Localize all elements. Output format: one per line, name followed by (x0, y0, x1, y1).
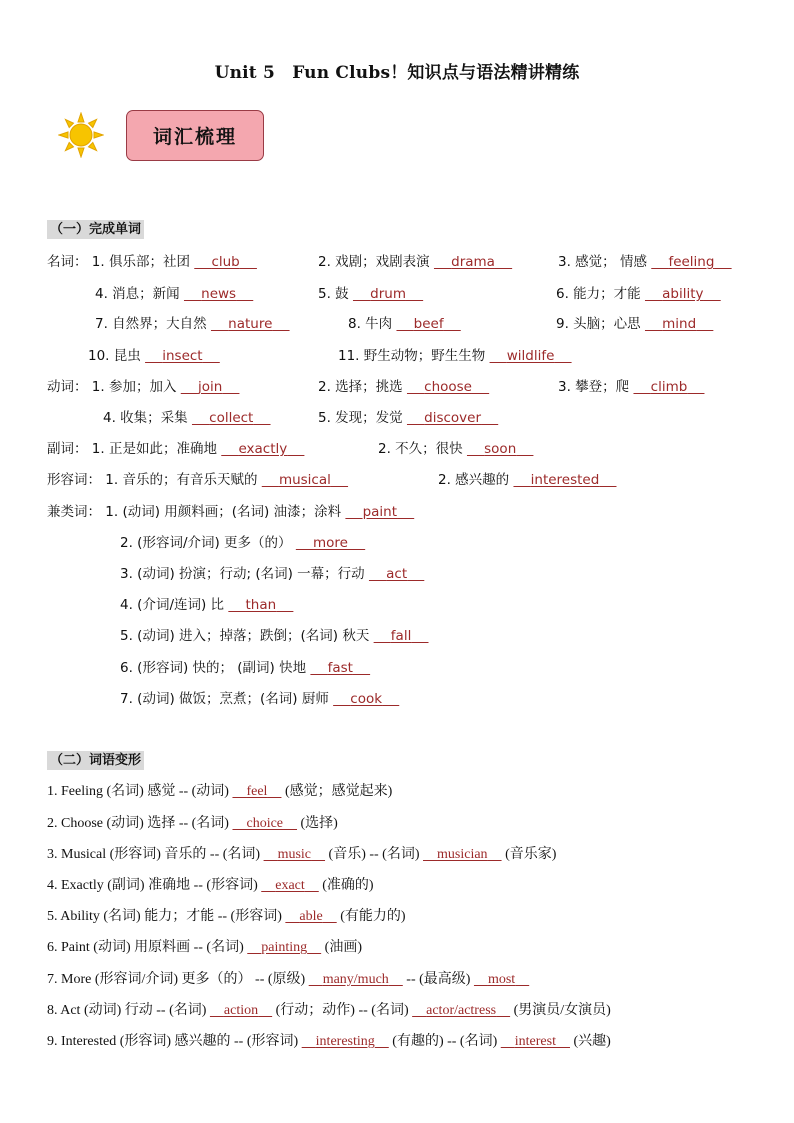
answer-blank (374, 628, 429, 644)
vocab-item (47, 377, 239, 397)
answer-blank (296, 535, 365, 551)
answer-text: musician (437, 847, 488, 862)
answer-text: wildlife (506, 348, 555, 364)
answer-text: interested (530, 472, 600, 488)
vocab-row (0, 377, 794, 397)
answer-blank (310, 660, 370, 676)
answer-text: drama (451, 254, 495, 270)
answer-blank (181, 379, 240, 395)
vocab-prompt: 2. 感兴趣的 (438, 472, 514, 488)
answer-blank (232, 816, 297, 831)
vocab-item (378, 439, 533, 459)
vocab-item (318, 377, 489, 397)
vocab-prompt: 动词： 1. 参加；加入 (47, 379, 181, 395)
answer-text: actor/actress (426, 1003, 497, 1018)
answer-text: join (197, 379, 223, 395)
vocab-item (120, 658, 370, 678)
page-title: Unit 5 Fun Clubs！知识点与语法精讲精练 (214, 63, 580, 83)
word-form-line (47, 907, 406, 927)
word-form-text: 3. Musical (形容词) 音乐的 -- (名词) (47, 847, 264, 862)
vocab-row (0, 470, 794, 490)
vocab-section-badge: 词汇梳理 (126, 110, 264, 161)
vocab-prompt: 6. (形容词) 快的； (副词) 快地 (120, 660, 311, 676)
vocab-row (0, 658, 794, 678)
word-form-line (47, 845, 556, 865)
word-form-text: 7. More (形容词/介词) 更多（的） -- (原级) (47, 972, 309, 987)
vocab-item (47, 252, 257, 272)
answer-blank (302, 1034, 389, 1049)
answer-blank (194, 254, 257, 270)
word-form-text: (兴趣) (569, 1034, 611, 1049)
vocab-prompt: 9. 头脑；心思 (556, 316, 645, 332)
word-form-text: 6. Paint (动词) 用原料画 -- (名词) (47, 940, 248, 955)
vocab-prompt: 8. 牛肉 (348, 316, 397, 332)
vocab-item (558, 377, 704, 397)
vocab-prompt: 6. 能力；才能 (556, 286, 645, 302)
vocab-item (120, 595, 293, 615)
vocab-item (47, 502, 414, 522)
word-form-text: (音乐) -- (名词) (325, 847, 424, 862)
vocab-item (95, 284, 253, 304)
word-form-row (0, 970, 794, 990)
vocab-item (556, 284, 721, 304)
word-form-text: 2. Choose (动词) 选择 -- (名词) (47, 816, 233, 831)
word-form-text: 9. Interested (形容词) 感兴趣的 -- (形容词) (47, 1034, 302, 1049)
vocab-prompt: 副词： 1. 正是如此；准确地 (47, 441, 222, 457)
word-form-text: (油画) (321, 940, 362, 955)
vocab-prompt: 5. (动词) 进入；掉落；跌倒；(名词) 秋天 (120, 628, 374, 644)
vocab-row (0, 408, 794, 428)
vocab-item (120, 689, 399, 709)
answer-blank (651, 254, 731, 270)
word-form-text: (感觉；感觉起来) (281, 784, 393, 799)
vocab-item (47, 470, 348, 490)
vocab-item (95, 314, 290, 334)
answer-text: feeling (668, 254, 715, 270)
answer-blank (412, 1003, 510, 1018)
answer-text: nature (228, 316, 273, 332)
vocab-prompt: 兼类词： 1. (动词) 用颜料画；(名词) 油漆；涂料 (47, 504, 346, 520)
vocab-prompt: 7. (动词) 做饭；烹煮；(名词) 厨师 (120, 691, 334, 707)
answer-text: most (487, 972, 516, 987)
vocab-prompt: 4. 收集；采集 (103, 410, 192, 426)
word-form-text: (男演员/女演员) (510, 1003, 611, 1018)
answer-text: music (277, 847, 312, 862)
word-form-text: (有趣的) -- (名词) (388, 1034, 501, 1049)
word-form-text: (行动；动作) -- (名词) (272, 1003, 413, 1018)
answer-text: exact (275, 878, 305, 893)
answer-text: paint (362, 504, 398, 520)
answer-blank (501, 1034, 570, 1049)
vocab-item (88, 346, 220, 366)
answer-blank (490, 348, 572, 364)
answer-blank (423, 847, 502, 862)
vocab-item (558, 252, 732, 272)
answer-text: painting (261, 940, 308, 955)
answer-blank (396, 316, 460, 332)
answer-text: club (211, 254, 240, 270)
answer-blank (345, 504, 414, 520)
answer-blank (221, 441, 304, 457)
vocab-item (120, 564, 424, 584)
vocab-item (318, 284, 423, 304)
answer-blank (210, 1003, 272, 1018)
answer-text: interest (514, 1034, 556, 1049)
vocab-row (0, 564, 794, 584)
answer-blank (261, 878, 319, 893)
vocab-prompt: 10. 昆虫 (88, 348, 146, 364)
answer-blank (513, 472, 616, 488)
vocab-row (0, 689, 794, 709)
vocab-row (0, 252, 794, 272)
word-form-line (47, 938, 362, 958)
vocab-item (103, 408, 271, 428)
word-form-line (47, 814, 338, 834)
answer-text: many/much (322, 972, 389, 987)
answer-text: able (299, 909, 323, 924)
answer-blank (633, 379, 704, 395)
word-form-row (0, 938, 794, 958)
vocab-item (120, 626, 429, 646)
answer-blank (407, 410, 498, 426)
answer-text: choose (424, 379, 472, 395)
answer-blank (645, 316, 713, 332)
vocab-row (0, 502, 794, 522)
word-form-row (0, 1001, 794, 1021)
answer-blank (467, 441, 533, 457)
word-form-line (47, 1032, 611, 1052)
vocab-row (0, 284, 794, 304)
word-form-line (47, 970, 529, 990)
answer-text: act (386, 566, 408, 582)
word-form-line (47, 782, 392, 802)
section2-heading: （二）词语变形 (47, 751, 144, 770)
answer-blank (645, 286, 721, 302)
answer-blank (228, 597, 293, 613)
answer-text: cook (350, 691, 383, 707)
sun-icon (58, 112, 104, 158)
answer-blank (247, 940, 321, 955)
word-form-row (0, 782, 794, 802)
answer-text: than (245, 597, 277, 613)
vocab-item (438, 470, 616, 490)
vocab-prompt: 2. (形容词/介词) 更多（的） (120, 535, 296, 551)
vocab-prompt: 2. 不久；很快 (378, 441, 467, 457)
vocab-row (0, 626, 794, 646)
answer-blank (474, 972, 529, 987)
word-form-text: 5. Ability (名词) 能力；才能 -- (形容词) (47, 909, 286, 924)
vocab-prompt: 3. 感觉； 情感 (558, 254, 652, 270)
word-form-line (47, 1001, 611, 1021)
vocab-prompt: 4. 消息；新闻 (95, 286, 184, 302)
vocab-prompt: 3. 攀登；爬 (558, 379, 634, 395)
word-form-row (0, 814, 794, 834)
word-form-text: (准确的) (318, 878, 374, 893)
vocab-prompt: 名词： 1. 俱乐部；社团 (47, 254, 195, 270)
word-form-text: (有能力的) (336, 909, 406, 924)
answer-blank (232, 784, 281, 799)
answer-text: more (313, 535, 348, 551)
answer-text: climb (650, 379, 688, 395)
vocab-row (0, 346, 794, 366)
answer-blank (262, 472, 348, 488)
answer-text: action (223, 1003, 259, 1018)
answer-text: choice (246, 816, 284, 831)
answer-blank (407, 379, 489, 395)
word-form-row (0, 845, 794, 865)
word-form-text: (音乐家) (501, 847, 557, 862)
vocab-prompt: 形容词： 1. 音乐的；有音乐天赋的 (47, 472, 262, 488)
vocab-row (0, 439, 794, 459)
vocab-item (348, 314, 461, 334)
section1-heading: （一）完成单词 (47, 220, 144, 239)
word-form-text: (选择) (297, 816, 338, 831)
answer-text: fall (390, 628, 412, 644)
answer-blank (192, 410, 271, 426)
answer-text: discover (424, 410, 482, 426)
vocab-row (0, 314, 794, 334)
vocab-prompt: 5. 发现；发觉 (318, 410, 407, 426)
answer-blank (145, 348, 220, 364)
answer-text: beef (413, 316, 444, 332)
vocab-prompt: 2. 选择；挑选 (318, 379, 407, 395)
answer-text: collect (209, 410, 254, 426)
vocab-prompt: 5. 鼓 (318, 286, 353, 302)
vocab-item (47, 439, 304, 459)
word-form-row (0, 1032, 794, 1052)
answer-text: drum (370, 286, 406, 302)
word-form-line (47, 876, 374, 896)
answer-text: ability (662, 286, 704, 302)
vocab-prompt: 3. (动词) 扮演；行动; (名词) 一幕；行动 (120, 566, 369, 582)
answer-blank (369, 566, 424, 582)
answer-text: mind (662, 316, 697, 332)
answer-text: musical (278, 472, 331, 488)
answer-text: feel (246, 784, 268, 799)
answer-blank (353, 286, 423, 302)
word-form-row (0, 907, 794, 927)
answer-blank (211, 316, 290, 332)
vocab-item (318, 252, 512, 272)
vocab-item (338, 346, 572, 366)
word-form-text: 8. Act (动词) 行动 -- (名词) (47, 1003, 210, 1018)
answer-blank (264, 847, 325, 862)
answer-text: insect (162, 348, 203, 364)
word-form-text: 4. Exactly (副词) 准确地 -- (形容词) (47, 878, 262, 893)
answer-blank (285, 909, 336, 924)
word-form-text: -- (最高级) (402, 972, 474, 987)
vocab-item (556, 314, 713, 334)
word-form-row (0, 876, 794, 896)
vocab-item (318, 408, 498, 428)
answer-text: exactly (238, 441, 288, 457)
answer-text: news (201, 286, 237, 302)
vocab-row (0, 533, 794, 553)
vocab-prompt: 7. 自然界；大自然 (95, 316, 211, 332)
answer-text: soon (484, 441, 517, 457)
answer-blank (333, 691, 399, 707)
vocab-item (120, 533, 365, 553)
vocab-prompt: 4. (介词/连词) 比 (120, 597, 229, 613)
vocab-row (0, 595, 794, 615)
word-form-text: 1. Feeling (名词) 感觉 -- (动词) (47, 784, 233, 799)
answer-blank (434, 254, 512, 270)
answer-text: interesting (315, 1034, 375, 1049)
vocab-prompt: 11. 野生动物；野生生物 (338, 348, 490, 364)
answer-text: fast (327, 660, 353, 676)
vocab-prompt: 2. 戏剧；戏剧表演 (318, 254, 434, 270)
answer-blank (184, 286, 253, 302)
answer-blank (309, 972, 403, 987)
